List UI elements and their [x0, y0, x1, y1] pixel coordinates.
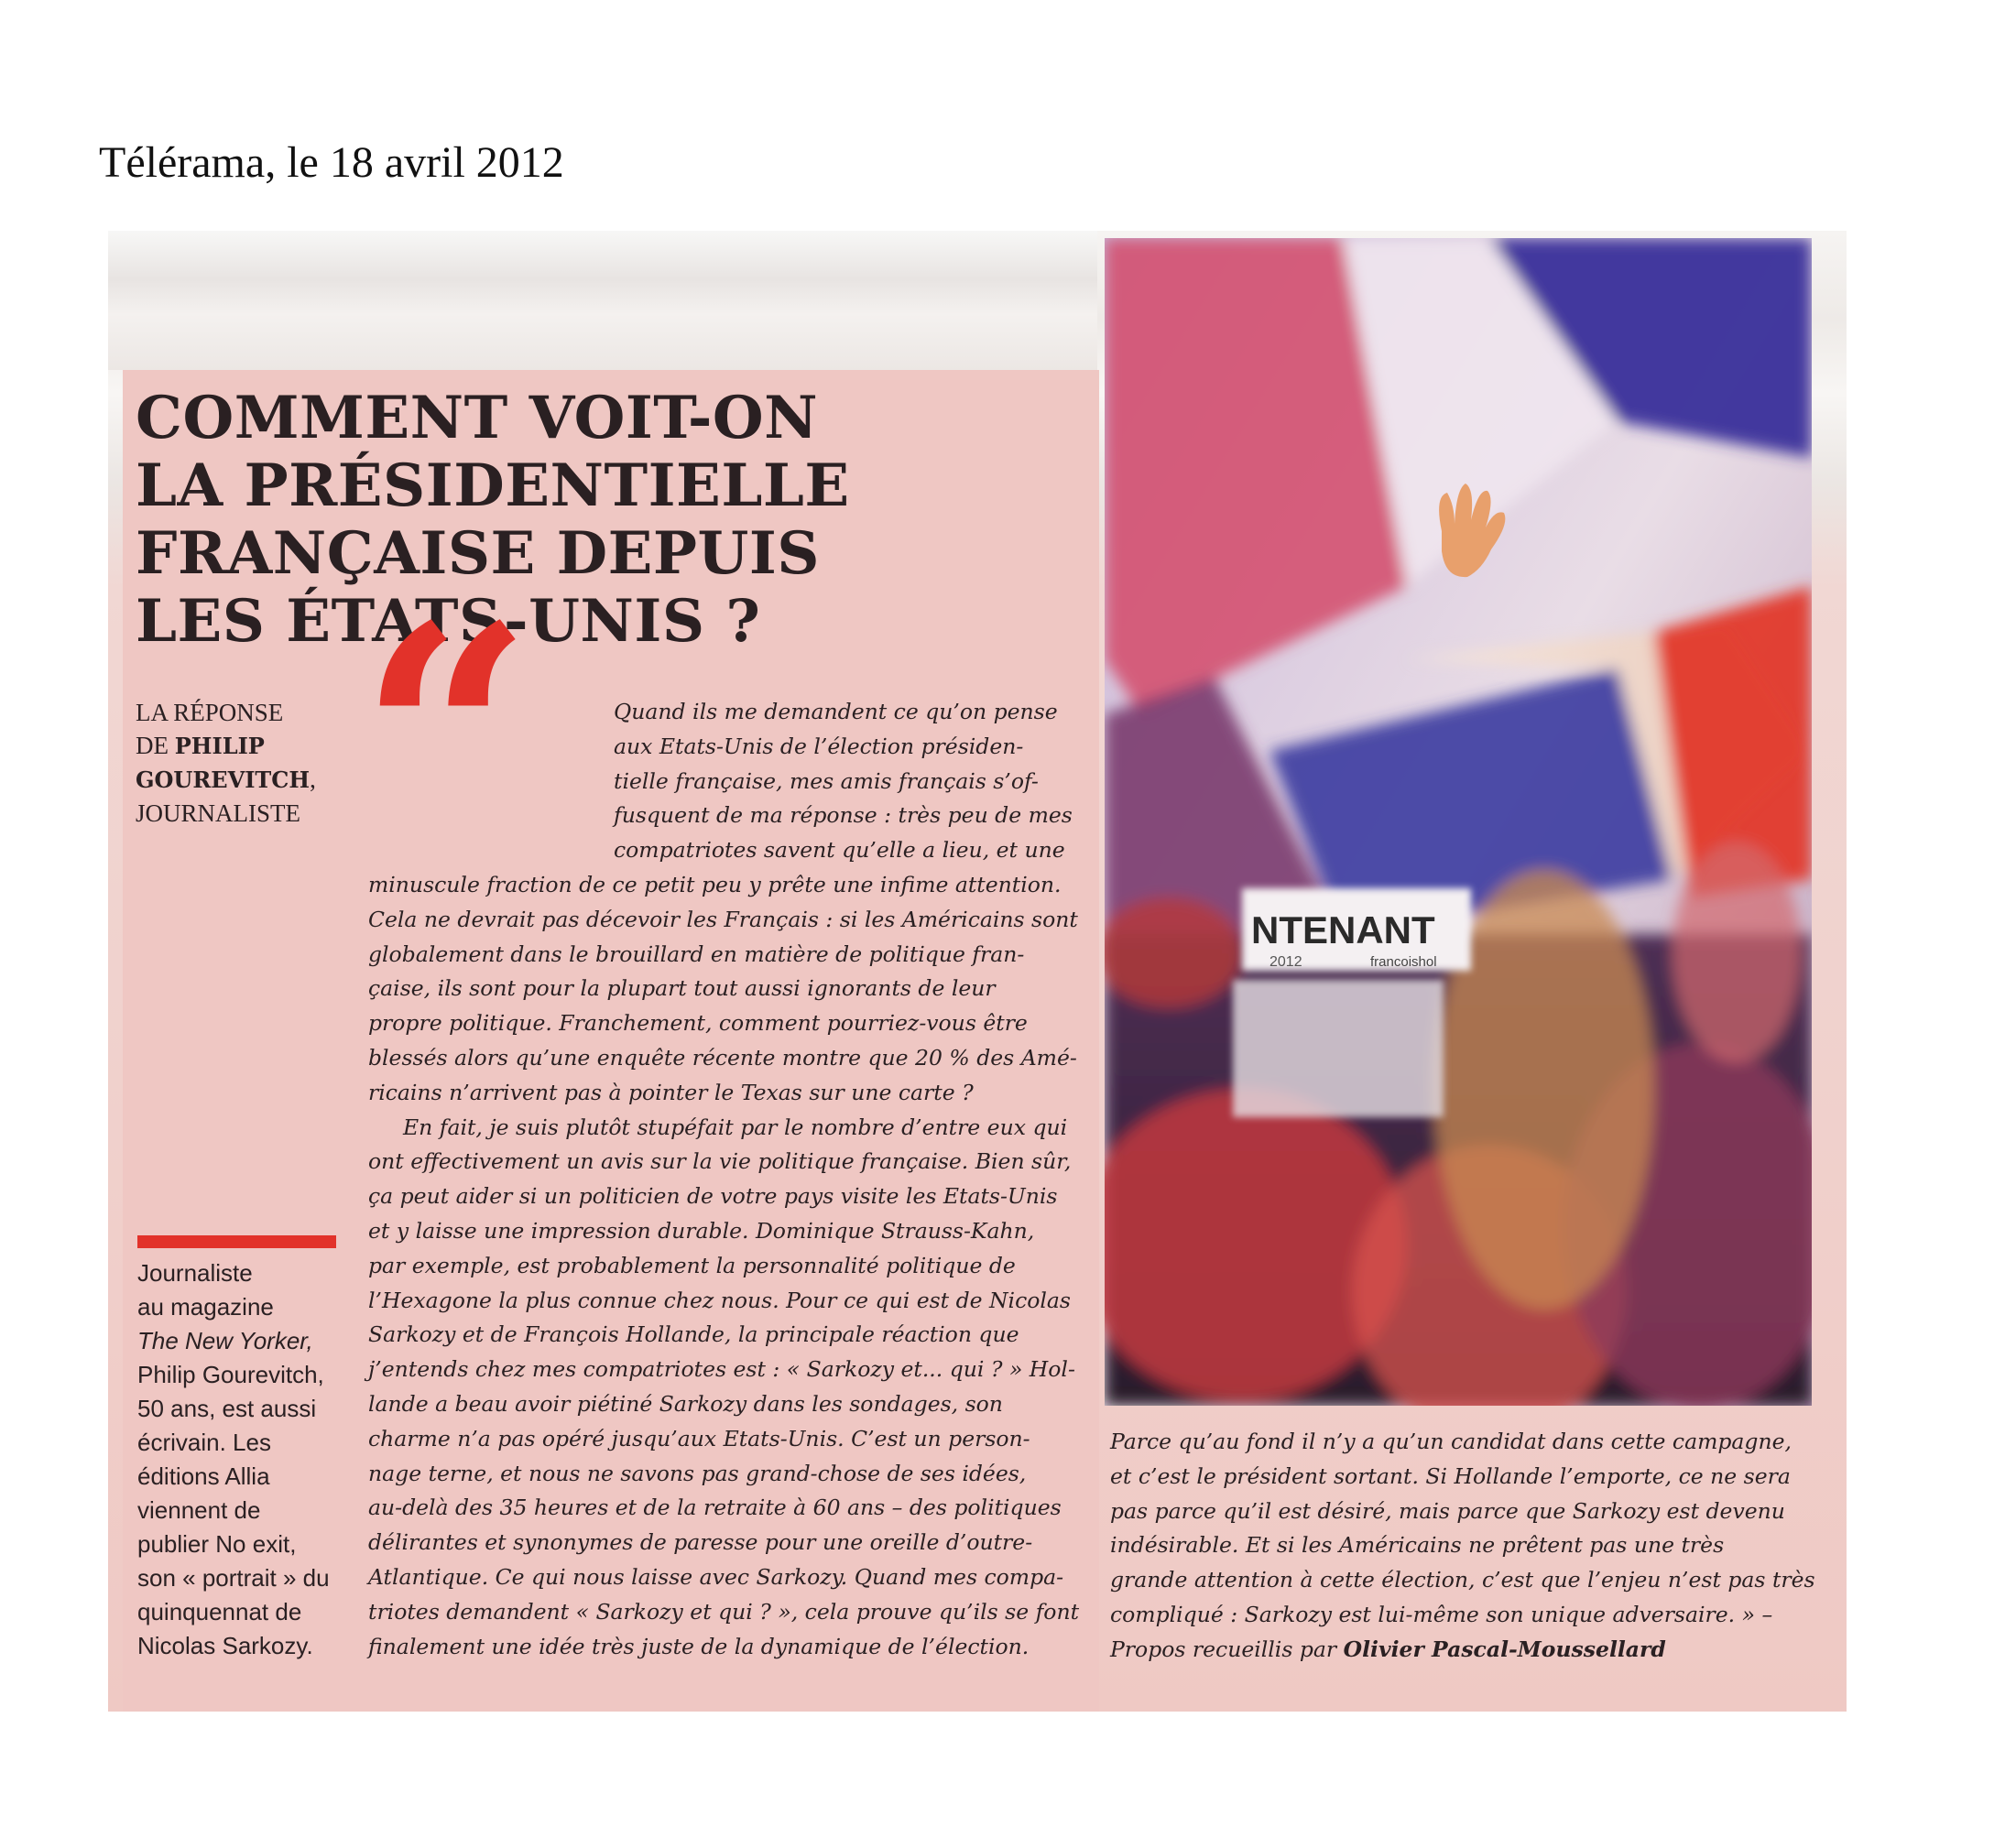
headline-line: LES ÉTATS-UNIS ? — [136, 587, 761, 656]
text-line: au-delà des 35 heures et de la retraite à 60 ans – des politiques — [368, 1495, 1062, 1521]
podium-text: NTENANT — [1251, 908, 1435, 951]
podium-year: 2012 — [1269, 954, 1302, 970]
text-line: pas parce qu’il est désiré, mais parce que Sarkozy est devenu — [1110, 1497, 1785, 1524]
byline-comma: , — [310, 766, 316, 793]
text-line: Cela ne devrait pas décevoir les Français : si les Américains sont — [368, 906, 1078, 932]
bio-line: au magazine — [137, 1293, 274, 1321]
bio-line: quinquennat de — [137, 1598, 302, 1625]
article-body — [368, 868, 1083, 1664]
text-line: compliqué : Sarkozy est lui-même son unique adversaire. » – — [1110, 1601, 1773, 1627]
text-line: compatriotes savent qu’elle a lieu, et une — [614, 837, 1065, 864]
author-last-name: GOUREVITCH — [136, 766, 311, 793]
text-line: blessés alors qu’une enquête récente montre que 20 % des Amé- — [368, 1044, 1077, 1071]
text-line: grande attention à cette élection, c’est que l’enjeu n’est pas très — [1110, 1567, 1815, 1593]
author-bio — [137, 1256, 357, 1663]
rally-photo-illustration — [1105, 238, 1812, 1406]
author-first-name: PHILIP — [174, 733, 265, 759]
headline-line: FRANÇAISE DEPUIS — [136, 519, 820, 588]
byline-role: JOURNALISTE — [136, 799, 300, 827]
bio-line: Philip Gourevitch, — [137, 1361, 324, 1388]
text-line: j’entends chez mes compatriotes est : « Sarkozy et... qui ? » Hol- — [368, 1356, 1075, 1383]
bio-line: écrivain. Les — [137, 1429, 271, 1456]
text-line: Sarkozy et de François Hollande, la principale réaction que — [368, 1321, 1019, 1348]
headline-line: COMMENT VOIT-ON — [136, 384, 819, 452]
byline-de: DE — [136, 732, 175, 759]
sidebar-red-rule — [137, 1235, 336, 1248]
text-line: Atlantique. Ce qui nous laisse avec Sarkozy. Quand mes compa- — [368, 1563, 1064, 1590]
bio-line: son « portrait » du — [137, 1564, 330, 1592]
byline — [136, 696, 374, 830]
text-line: nage terne, et nous ne savons pas grand-chose de ses idées, — [368, 1460, 1027, 1486]
text-line: indésirable. Et si les Américains ne prêtent pas une très — [1110, 1532, 1725, 1559]
headline-line: LA PRÉSIDENTIELLE — [136, 451, 850, 520]
bio-line: Journaliste — [137, 1259, 253, 1287]
bio-line: viennent de — [137, 1496, 261, 1524]
text-line: ça peut aider si un politicien de votre pays visite les Etats-Unis — [368, 1183, 1058, 1210]
credit-name: Olivier Pascal-Moussellard — [1343, 1636, 1666, 1662]
text-line: fusquent de ma réponse : très peu de mes — [614, 802, 1073, 829]
opening-quote-mark: “ — [359, 560, 533, 915]
text-line: minuscule fraction de ce petit peu y prête une infime attention. — [368, 872, 1062, 897]
text-line: Parce qu’au fond il n’y a qu’un candidat dans cette campagne, — [1110, 1429, 1792, 1454]
text-line: triotes demandent « Sarkozy et qui ? », cela prouve qu’ils se font — [368, 1598, 1080, 1625]
bio-line: 50 ans, est aussi — [137, 1395, 317, 1422]
text-line: finalement une idée très juste de la dynamique de l’élection. — [368, 1633, 1030, 1659]
text-line: lande a beau avoir piétiné Sarkozy dans les sondages, son — [368, 1390, 1003, 1417]
text-line: et c’est le président sortant. Si Hollande l’emporte, ce ne sera — [1110, 1462, 1791, 1489]
text-line: Quand ils me demandent ce qu’on pense — [614, 699, 1058, 724]
text-line: délirantes et synonymes de paresse pour une oreille d’outre- — [368, 1529, 1033, 1556]
text-line: l’Hexagone la plus connue chez nous. Pour ce qui est de Nicolas — [368, 1287, 1071, 1313]
interview-credit — [1110, 1633, 1815, 1668]
bio-line: publier No exit, — [137, 1530, 297, 1558]
text-line: aux Etats-Unis de l’élection présiden- — [614, 733, 1024, 759]
text-line: et y laisse une impression durable. Dominique Strauss-Kahn, — [368, 1217, 1035, 1244]
bio-line: Nicolas Sarkozy. — [137, 1632, 313, 1659]
text-line: propre politique. Franchement, comment pourriez-vous être — [368, 1010, 1028, 1037]
text-line: charme n’a pas opéré jusqu’aux Etats-Unis. C’est un person- — [368, 1425, 1030, 1451]
byline-intro: LA RÉPONSE — [136, 699, 284, 726]
byline-name-line-1 — [136, 729, 374, 763]
text-line: ricains n’arrivent pas à pointer le Texas sur une carte ? — [368, 1079, 974, 1105]
text-line: tielle française, mes amis français s’of- — [614, 767, 1039, 794]
text-line: globalement dans le brouillard en matière de politique fran- — [368, 940, 1025, 967]
article-conclusion — [1110, 1425, 1815, 1668]
page-top-strip — [108, 231, 1097, 370]
podium-url: francoishol — [1370, 954, 1437, 970]
source-line: Télérama, le 18 avril 2012 — [99, 138, 564, 187]
byline-name-line-2 — [136, 763, 374, 797]
text-line: ont effectivement un avis sur la vie politique française. Bien sûr, — [368, 1148, 1072, 1175]
text-line: par exemple, est probablement la personnalité politique de — [368, 1252, 1016, 1278]
text-line: çaise, ils sont pour la plupart tout aussi ignorants de leur — [368, 975, 996, 1002]
text-line: En fait, je suis plutôt stupéfait par le nombre d’entre eux qui — [403, 1114, 1068, 1140]
article-intro — [614, 695, 1081, 868]
rally-photo — [1105, 238, 1812, 1406]
bio-line: The New Yorker, — [137, 1327, 313, 1354]
credit-prefix: Propos recueillis par — [1110, 1636, 1344, 1662]
bio-line: éditions Allia — [137, 1462, 270, 1490]
